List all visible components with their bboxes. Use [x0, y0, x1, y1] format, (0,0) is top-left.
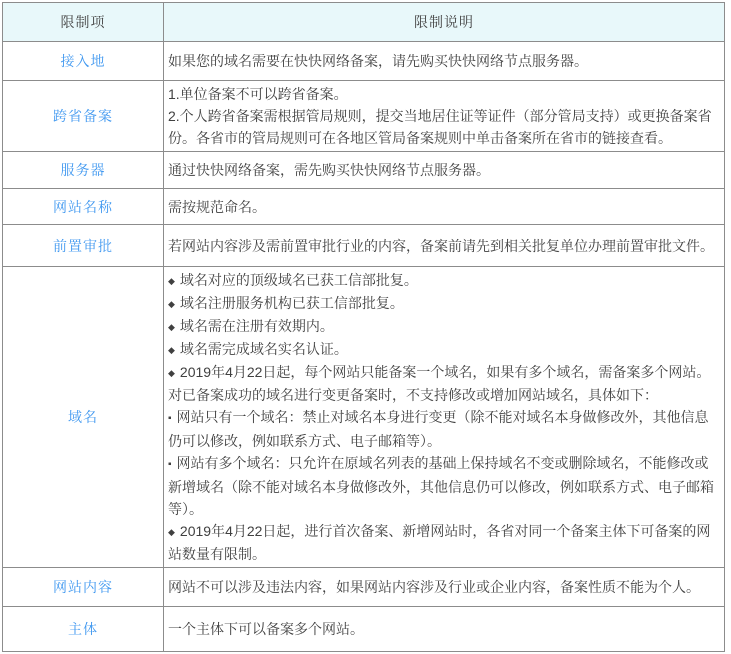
diamond-bullet-icon: ◆	[168, 345, 175, 355]
table-row	[3, 81, 725, 152]
description-line	[168, 576, 720, 598]
diamond-bullet-icon: ◆	[168, 276, 175, 286]
restriction-description	[164, 267, 725, 568]
restriction-description	[164, 42, 725, 81]
column-header-restriction-description: 限制说明	[164, 3, 725, 42]
description-line	[168, 83, 720, 105]
description-line	[168, 338, 720, 361]
description-text: 网站只有一个域名：禁止对域名本身进行变更（除不能对域名本身做修改外，其他信息仍可以修改，例如联系方式、电子邮箱等）。	[168, 409, 709, 449]
restrictions-table	[2, 2, 725, 652]
restriction-item-label: 网站名称	[3, 189, 164, 225]
description-line	[168, 520, 720, 565]
table-body	[3, 42, 725, 652]
description-text: 网站不可以涉及违法内容，如果网站内容涉及行业或企业内容，备案性质不能为个人。	[168, 579, 700, 595]
table-row	[3, 225, 725, 267]
square-bullet-icon: ▪	[168, 413, 172, 424]
description-line	[168, 361, 720, 406]
description-text: 域名需完成域名实名认证。	[179, 341, 348, 357]
description-text: 2.个人跨省备案需根据管局规则，提交当地居住证等证件（部分管局支持）或更换备案省份。各省市的管局规则可在各地区管局备案规则中单击备案所在省市的链接查看。	[168, 108, 712, 146]
description-text: 1.单位备案不可以跨省备案。	[168, 86, 348, 102]
restriction-item-label: 前置审批	[3, 225, 164, 267]
description-text: 2019年4月22日起，进行首次备案、新增网站时，各省对同一个备案主体下可备案的网站数量有限制。	[168, 523, 711, 562]
description-line	[168, 196, 720, 218]
description-line	[168, 269, 720, 292]
restriction-description	[164, 568, 725, 607]
table-row	[3, 267, 725, 568]
diamond-bullet-icon: ◆	[168, 299, 175, 309]
description-line	[168, 292, 720, 315]
description-line	[168, 105, 720, 149]
description-text: 若网站内容涉及需前置审批行业的内容，备案前请先到相关批复单位办理前置审批文件。	[168, 237, 714, 254]
restriction-item-label: 网站内容	[3, 568, 164, 607]
square-bullet-icon: ▪	[168, 459, 172, 470]
description-text: 一个主体下可以备案多个网站。	[168, 621, 364, 637]
description-line	[168, 406, 720, 452]
restriction-item-label: 跨省备案	[3, 81, 164, 152]
description-line	[168, 315, 720, 338]
description-line	[168, 159, 720, 181]
table-row	[3, 42, 725, 81]
restriction-description	[164, 225, 725, 267]
restriction-item-label: 接入地	[3, 42, 164, 81]
description-text: 如果您的域名需要在快快网络备案，请先购买快快网络节点服务器。	[168, 53, 588, 69]
description-line	[168, 50, 720, 72]
description-line	[168, 235, 720, 257]
restriction-description	[164, 152, 725, 189]
column-header-restriction-item: 限制项	[3, 3, 164, 42]
description-text: 通过快快网络备案，需先购买快快网络节点服务器。	[168, 162, 490, 178]
description-text: 需按规范命名。	[168, 198, 266, 215]
description-text: 2019年4月22日起，每个网站只能备案一个域名，如果有多个域名，需备案多个网站。对已备案成功的域名进行变更备案时，不支持修改或增加网站域名，具体如下：	[168, 364, 711, 403]
restriction-item-label: 服务器	[3, 152, 164, 189]
restriction-description	[164, 607, 725, 652]
header-row	[3, 3, 725, 42]
restriction-description	[164, 189, 725, 225]
restriction-item-label: 域名	[3, 267, 164, 568]
description-line	[168, 452, 720, 520]
description-text: 域名注册服务机构已获工信部批复。	[179, 295, 404, 311]
table-row	[3, 568, 725, 607]
table-row	[3, 607, 725, 652]
diamond-bullet-icon: ◆	[168, 527, 175, 537]
description-text: 域名需在注册有效期内。	[179, 318, 334, 334]
diamond-bullet-icon: ◆	[168, 368, 175, 378]
table-row	[3, 189, 725, 225]
restriction-item-label: 主体	[3, 607, 164, 652]
description-text: 网站有多个域名：只允许在原域名列表的基础上保持域名不变或删除域名，不能修改或新增域名（除不能对域名本身做修改外，其他信息仍可以修改，例如联系方式、电子邮箱等）。	[168, 455, 714, 517]
description-text: 域名对应的顶级域名已获工信部批复。	[179, 272, 418, 288]
table-row	[3, 152, 725, 189]
restriction-description	[164, 81, 725, 152]
description-line	[168, 618, 720, 640]
diamond-bullet-icon: ◆	[168, 322, 175, 332]
